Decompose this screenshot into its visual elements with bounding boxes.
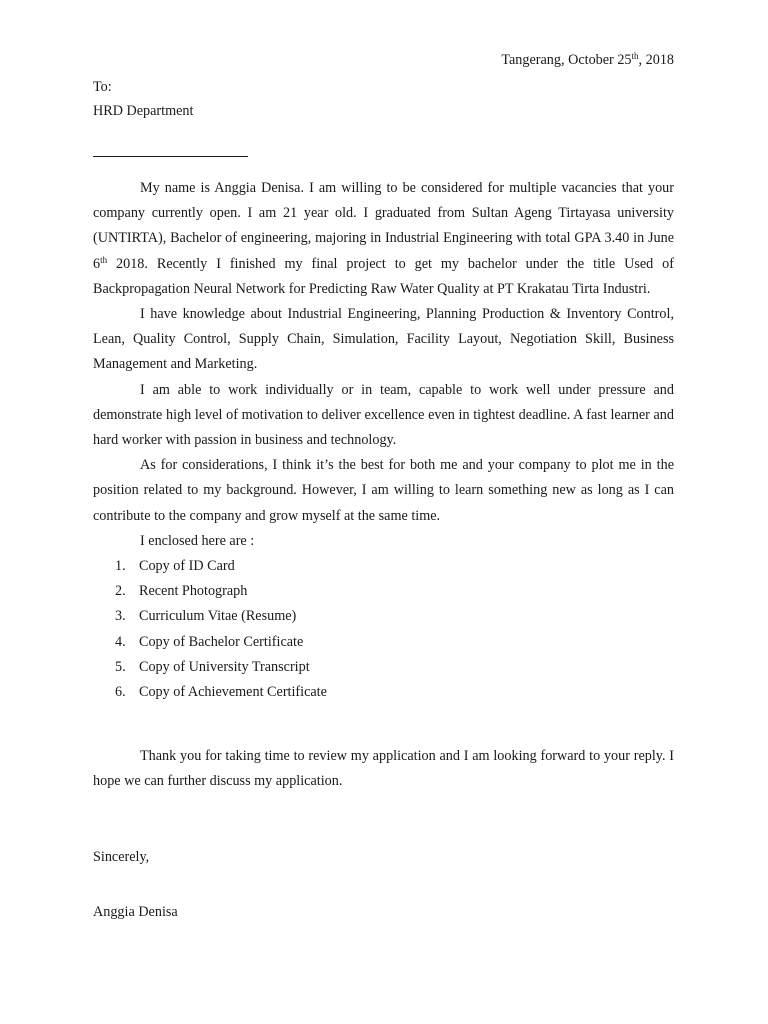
paragraph-introduction-ordinal: th bbox=[100, 254, 108, 265]
paragraph-introduction-part1: My name is Anggia Denisa. I am willing to be considered for multiple vacancies that your company currently open. I am 21 year old. I graduated from Sultan Ageng Tirtayasa university (UNTIRTA), Bachelor of engineering, majoring in Industrial Engineering with total GPA 3.40 in June 6 bbox=[93, 180, 674, 272]
paragraph-introduction-part2: 2018. Recently I finished my final project to get my bachelor under the title Used of Backpropagation Neural Network for Predicting Raw Water Quality at PT Krakatau Tirta Industri. bbox=[93, 255, 674, 297]
list-item-number: 4. bbox=[115, 633, 126, 650]
list-item-text: Curriculum Vitae (Resume) bbox=[139, 608, 297, 625]
enclosure-list bbox=[93, 554, 674, 705]
date-prefix: Tangerang, October 25 bbox=[501, 52, 632, 68]
paragraph-considerations: As for considerations, I think it’s the best for both me and your company to plot me in the position related to my background. However, I am willing to learn something new as long as I can contribute to the company and grow myself at the same time. bbox=[93, 457, 674, 524]
address-underline bbox=[93, 156, 248, 157]
paragraph-abilities: I am able to work individually or in team, capable to work well under pressure and demonstrate high level of motivation to deliver excellence even in tightest deadline. A fast learner and hard worker with passion in business and technology. bbox=[93, 381, 674, 449]
list-item-text: Recent Photograph bbox=[139, 583, 248, 600]
list-item-number: 6. bbox=[115, 684, 126, 701]
list-item-text: Copy of Bachelor Certificate bbox=[139, 633, 304, 650]
to-label: To: bbox=[93, 79, 112, 95]
closing-section bbox=[93, 744, 674, 794]
paragraph-closing: Thank you for taking time to review my application and I am looking forward to your reply. I hope we can further discuss my application. bbox=[93, 748, 674, 790]
list-item-number: 2. bbox=[115, 583, 126, 600]
list-item-number: 3. bbox=[115, 608, 126, 625]
list-item bbox=[93, 680, 674, 705]
date-year: , 2018 bbox=[638, 52, 674, 68]
list-item-text: Copy of ID Card bbox=[139, 558, 235, 575]
date-ordinal-suffix: th bbox=[631, 51, 639, 61]
list-item bbox=[93, 554, 674, 579]
list-item bbox=[93, 579, 674, 604]
list-item-text: Copy of Achievement Certificate bbox=[139, 684, 327, 701]
paragraph-introduction bbox=[93, 176, 674, 302]
list-item-number: 1. bbox=[115, 558, 126, 575]
letter-date bbox=[501, 50, 674, 70]
enclosed-intro: I enclosed here are : bbox=[140, 532, 255, 549]
valediction: Sincerely, bbox=[93, 849, 150, 865]
paragraph-knowledge: I have knowledge about Industrial Engineering, Planning Production & Inventory Control, Lean, Quality Control, Supply Chain, Simulation, Facility Layout, Negotiation Skill, Business Management and Marketing. bbox=[93, 306, 674, 373]
letter-body bbox=[93, 176, 674, 705]
list-item bbox=[93, 655, 674, 680]
list-item-text: Copy of University Transcript bbox=[139, 658, 310, 675]
signature-name: Anggia Denisa bbox=[93, 904, 178, 920]
list-item bbox=[93, 604, 674, 629]
list-item-number: 5. bbox=[115, 658, 126, 675]
recipient-department: HRD Department bbox=[93, 103, 194, 119]
list-item bbox=[93, 630, 674, 655]
